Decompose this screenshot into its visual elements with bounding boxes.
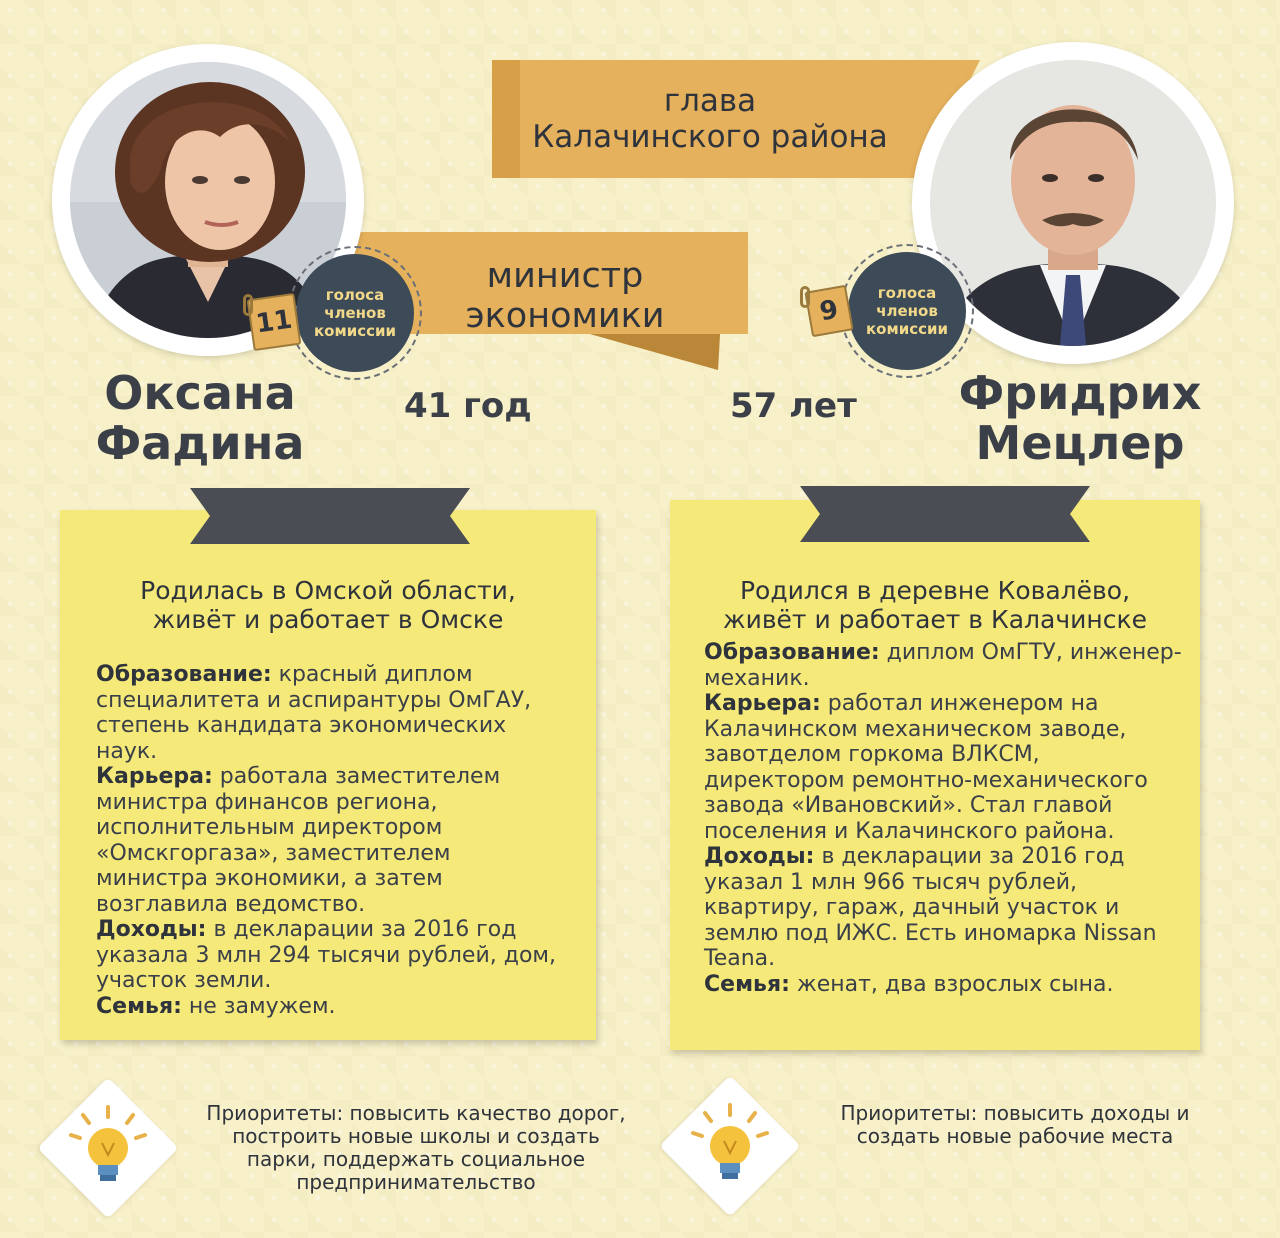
- man-portrait-icon: [930, 60, 1216, 346]
- votes-right-line3: комиссии: [865, 320, 949, 338]
- note-right-head-line1: Родился в деревне Ковалёво,: [739, 576, 1131, 605]
- career-right-text: работал инженером на Калачинском механическом заводе, завотделом горкома ВЛКСМ, директором ремонтно-механического завода «Ивановский». Стал главой поселения и Калачинского района.: [704, 691, 1148, 844]
- lightbulb-icon: [675, 1091, 785, 1201]
- votes-badge-left: [296, 254, 414, 372]
- family-left-label: Семья:: [96, 993, 182, 1019]
- income-right-text: в декларации за 2016 год указал 1 млн 966 тысяч рублей, квартиру, гараж, дачный участок и землю под ИЖС. Есть иномарка Nissan Teana.: [704, 844, 1157, 971]
- ribbon-right: [800, 484, 1090, 544]
- education-right-label: Образование:: [704, 640, 880, 665]
- name-left: [70, 368, 330, 468]
- votes-right-line1: голоса: [877, 284, 937, 302]
- education-left: [96, 662, 566, 764]
- name-left-line1: Оксана: [104, 366, 296, 420]
- note-right-body: [704, 640, 1184, 997]
- votes-number-left-text: 11: [253, 304, 295, 340]
- education-right-text: диплом ОмГТУ, инженер-механик.: [704, 640, 1182, 691]
- votes-left-line2: членов: [324, 304, 386, 322]
- family-left-text: не замужем.: [181, 993, 336, 1019]
- banner-top-text: [500, 84, 920, 155]
- career-left-text: работала заместителем министра финансов региона, исполнительным директором «Омскгоргаза», заместителем министра экономики, а затем возглавила ведомство.: [96, 764, 501, 917]
- note-right-head-line2: живёт и работает в Калачинске: [723, 605, 1147, 634]
- note-left-head-line2: живёт и работает в Омске: [152, 605, 504, 634]
- note-left: [60, 510, 596, 1040]
- note-right-head: [670, 576, 1200, 634]
- education-left-text: красный диплом специалитета и аспирантуры ОмГАУ, степень кандидата экономических наук.: [96, 662, 532, 764]
- name-right-line2: Мецлер: [975, 416, 1185, 470]
- banner-top-line1: глава: [663, 83, 757, 119]
- votes-number-right-text: 9: [817, 294, 841, 328]
- career-right: [704, 691, 1184, 844]
- education-left-label: Образование:: [96, 662, 272, 687]
- ribbon-left: [190, 486, 470, 546]
- priorities-right: Приоритеты: повысить доходы и создать новые рабочие места: [840, 1101, 1190, 1148]
- lightbulb-icon: [53, 1093, 163, 1203]
- income-right-label: Доходы:: [704, 844, 815, 869]
- income-right: [704, 844, 1184, 972]
- age-left: 41 год: [404, 386, 532, 426]
- note-left-head: [60, 576, 596, 634]
- income-left-label: Доходы:: [96, 917, 207, 942]
- banner-top-line2: Калачинского района: [532, 118, 888, 155]
- family-left: [96, 994, 566, 1020]
- family-right-label: Семья:: [704, 971, 790, 997]
- name-left-line2: Фадина: [95, 416, 305, 470]
- priorities-left: Приоритеты: повысить качество дорог, построить новые школы и создать парки, поддержать социальное предпринимательство: [206, 1101, 626, 1194]
- votes-left-line1: голоса: [325, 286, 385, 304]
- career-left: [96, 764, 566, 917]
- career-right-label: Карьера:: [704, 691, 821, 716]
- folder-tab-icon: [800, 286, 810, 308]
- name-right: [930, 368, 1230, 468]
- note-left-body: [96, 662, 566, 1019]
- income-left-text: в декларации за 2016 год указала 3 млн 294 тысячи рублей, дом, участок земли.: [96, 917, 557, 993]
- banner-mid-line1: министр: [486, 256, 644, 296]
- income-left: [96, 917, 566, 994]
- age-right: 57 лет: [730, 386, 857, 426]
- votes-badge-right: [848, 252, 966, 370]
- note-left-head-line1: Родилась в Омской области,: [140, 576, 516, 605]
- banner-mid-text: [420, 256, 710, 337]
- banner-mid-line2: экономики: [465, 296, 665, 337]
- education-right: [704, 640, 1184, 691]
- folder-tab-icon: [243, 294, 253, 316]
- votes-right-line2: членов: [876, 302, 938, 320]
- family-right-text: женат, два взрослых сына.: [789, 971, 1114, 997]
- family-right: [704, 972, 1184, 998]
- career-left-label: Карьера:: [96, 764, 213, 789]
- votes-number-right: [804, 285, 853, 338]
- votes-left-line3: комиссии: [313, 322, 397, 340]
- votes-number-left: [247, 293, 302, 351]
- note-right: [670, 500, 1200, 1050]
- name-right-line1: Фридрих: [958, 366, 1202, 420]
